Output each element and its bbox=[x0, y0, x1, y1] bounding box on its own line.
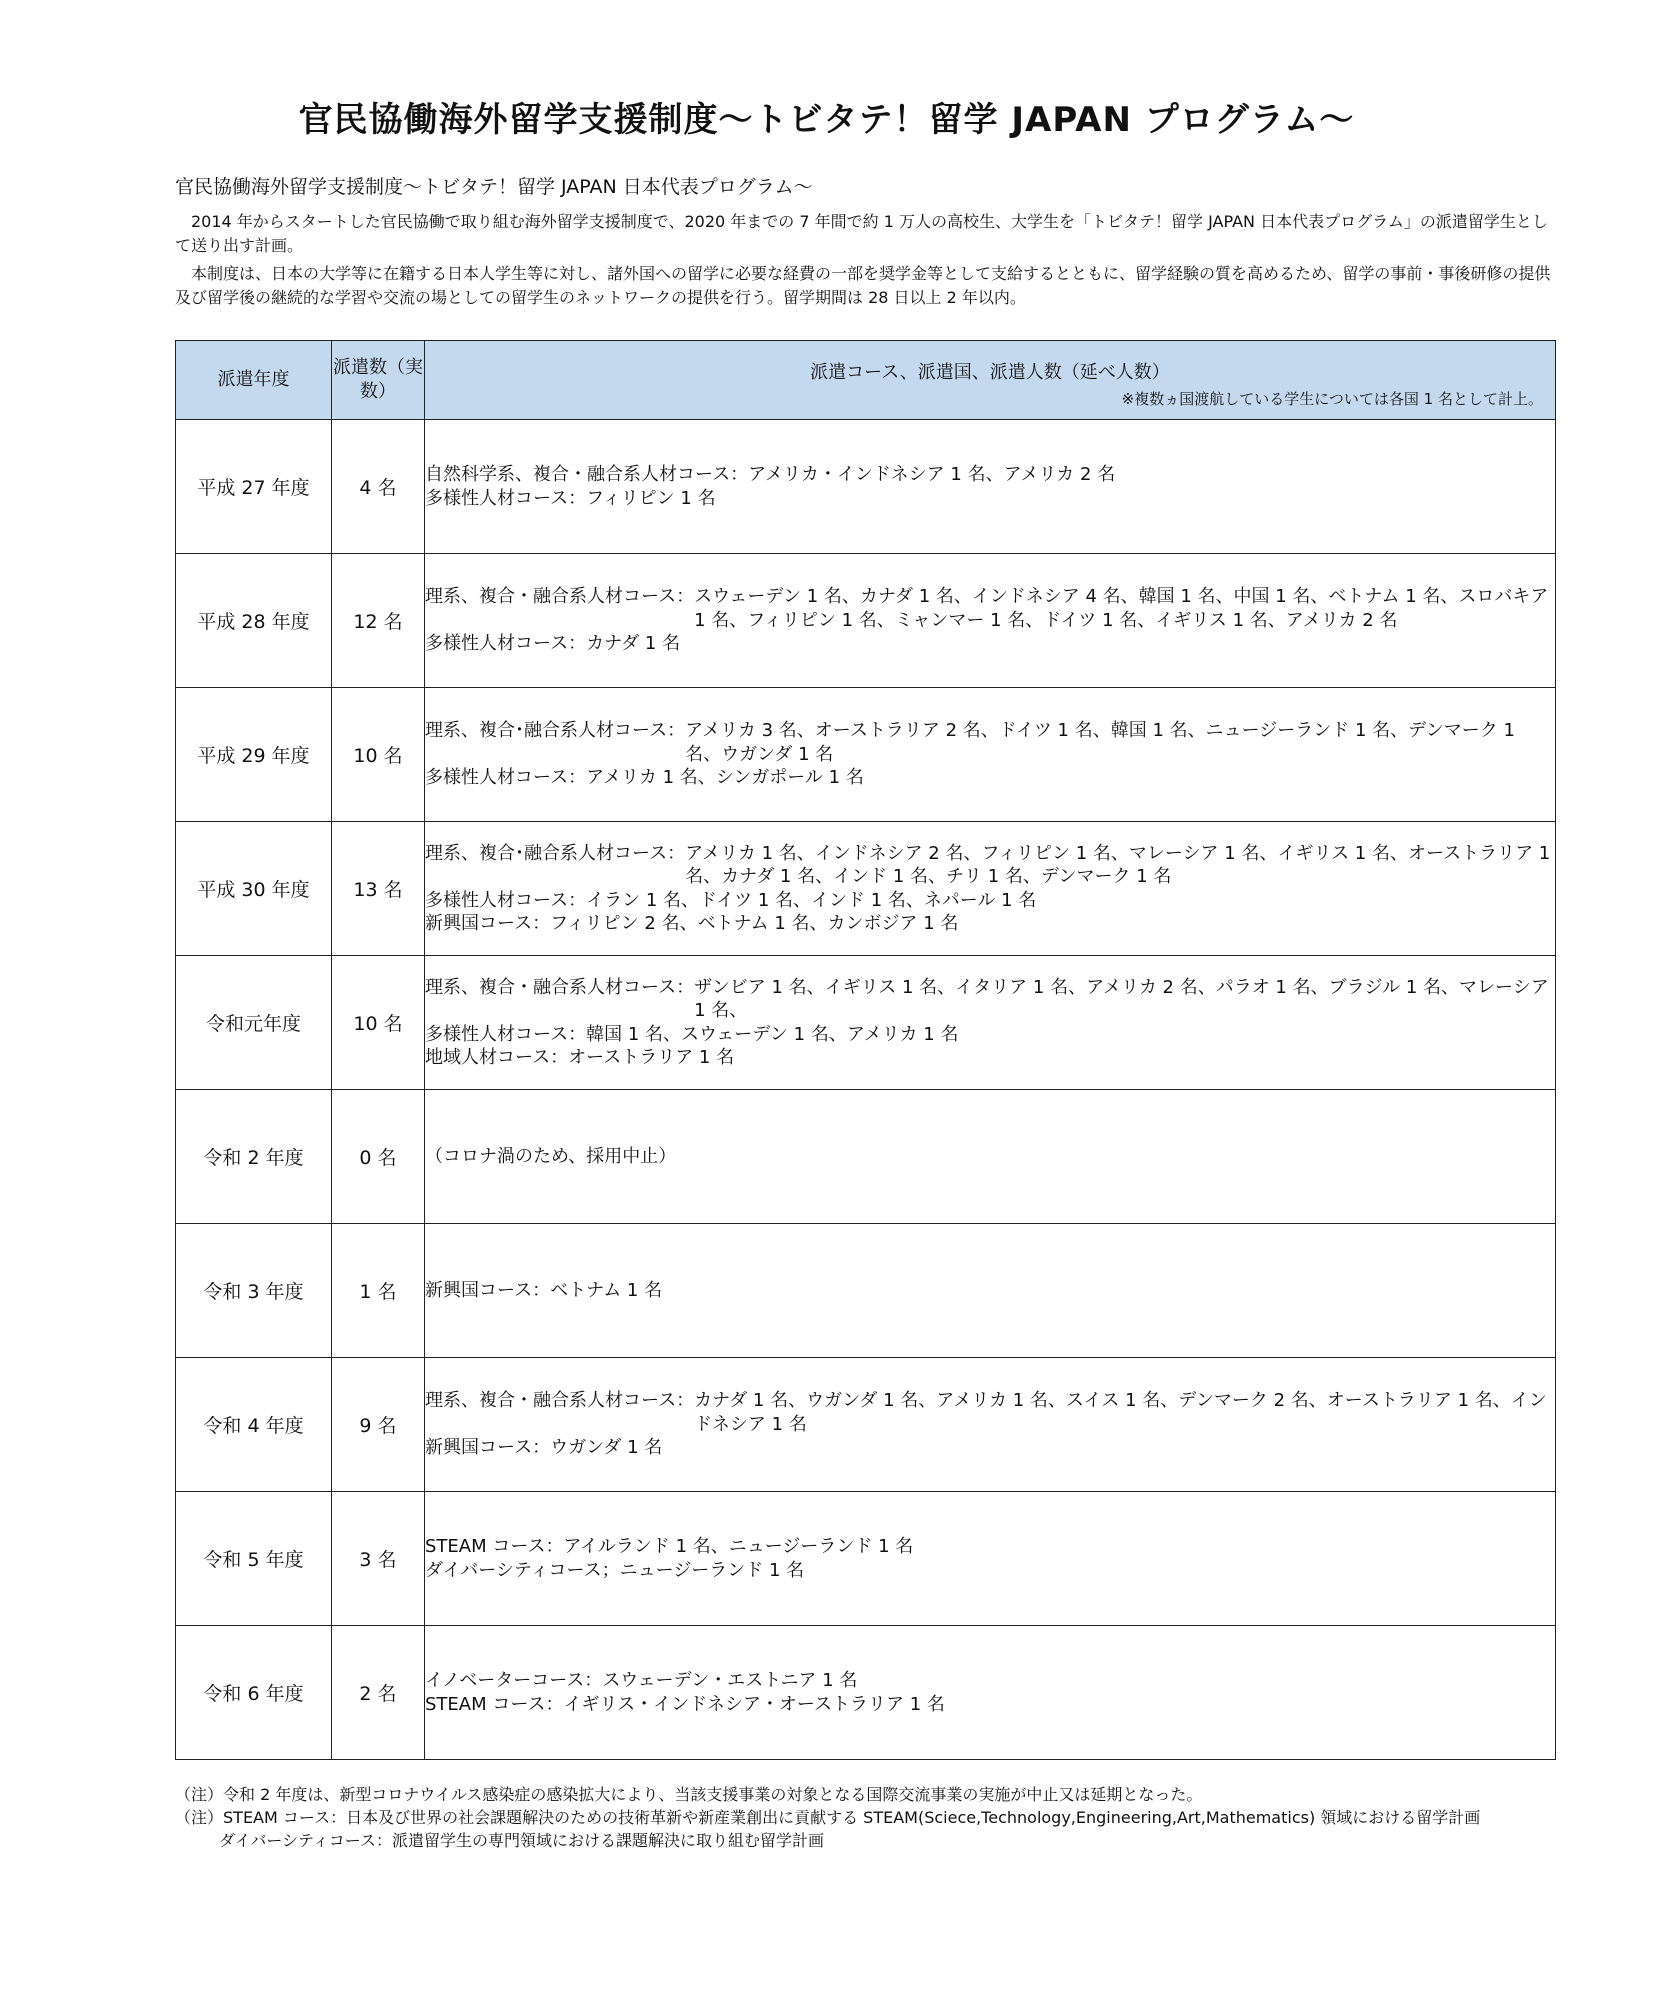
row-count: 0 名 bbox=[332, 1090, 425, 1224]
row-count: 4 名 bbox=[332, 420, 425, 554]
row-count: 10 名 bbox=[332, 688, 425, 822]
row-count: 2 名 bbox=[332, 1626, 425, 1760]
footnote-mark: （注） bbox=[175, 1785, 224, 1804]
course-line bbox=[425, 632, 1555, 656]
footnote-text: 令和 2 年度は、新型コロナウイルス感染症の感染拡大により、当該支援事業の対象となる国際交流事業の実施が中止又は延期となった。 bbox=[223, 1785, 1203, 1804]
row-courses bbox=[425, 1492, 1556, 1626]
header-courses-note: ※複数ヵ国渡航している学生については各国 1 名として計上。 bbox=[1121, 390, 1543, 408]
course-label: 多様性人材コース： bbox=[425, 889, 587, 911]
course-line bbox=[425, 976, 1555, 1023]
course-line bbox=[425, 1559, 1555, 1583]
footnote bbox=[175, 1806, 1555, 1829]
course-label: 理系、複合・融合系人材コース： bbox=[425, 1390, 695, 1412]
course-line bbox=[425, 912, 1555, 936]
course-label: STEAM コース： bbox=[425, 1536, 564, 1557]
row-year: 令和 3 年度 bbox=[176, 1224, 332, 1358]
row-courses bbox=[425, 688, 1556, 822]
row-courses bbox=[425, 1626, 1556, 1760]
course-line bbox=[425, 1145, 1555, 1169]
row-count: 12 名 bbox=[332, 554, 425, 688]
footnote-extra: ダイバーシティコース：派遣留学生の専門領域における課題解決に取り組む留学計画 bbox=[219, 1831, 824, 1850]
header-courses-label: 派遣コース、派遣国、派遣人数（延べ人数） bbox=[810, 362, 1170, 383]
course-line bbox=[425, 1535, 1555, 1559]
page-title: 官民協働海外留学支援制度～トビタテ！留学 JAPAN プログラム～ bbox=[298, 100, 1355, 140]
course-line bbox=[425, 1279, 1555, 1303]
course-countries: アメリカ 1 名、シンガポール 1 名 bbox=[586, 767, 864, 789]
course-countries: アイルランド 1 名、ニュージーランド 1 名 bbox=[563, 1536, 914, 1557]
footnotes bbox=[175, 1783, 1555, 1852]
intro-paragraph: 2014 年からスタートした官民協働で取り組む海外留学支援制度で、2020 年までの 7 年間で約 1 万人の高校生、大学生を「トビタテ！留学 JAPAN 日本代表プログラム」の派遣留学生として送り出す計画。 bbox=[175, 212, 1548, 255]
header-year: 派遣年度 bbox=[176, 341, 332, 420]
course-label: 多様性人材コース： bbox=[425, 767, 587, 789]
intro-text bbox=[175, 210, 1555, 314]
course-countries: 韓国 1 名、スウェーデン 1 名、アメリカ 1 名 bbox=[586, 1023, 959, 1045]
course-countries: フィリピン 1 名 bbox=[586, 487, 716, 509]
course-label: 理系、複合･融合系人材コース： bbox=[425, 720, 686, 742]
row-year: 令和 5 年度 bbox=[176, 1492, 332, 1626]
course-line bbox=[425, 719, 1555, 766]
row-year: 令和元年度 bbox=[176, 956, 332, 1090]
row-count: 10 名 bbox=[332, 956, 425, 1090]
course-label: イノベーターコース： bbox=[425, 1670, 603, 1691]
course-line bbox=[425, 766, 1555, 790]
course-countries: アメリカ 3 名、オーストラリア 2 名、ドイツ 1 名、韓国 1 名、ニュージーランド 1 名、デンマーク 1 名、ウガンダ 1 名 bbox=[685, 720, 1515, 765]
row-courses bbox=[425, 420, 1556, 554]
row-year: 平成 29 年度 bbox=[176, 688, 332, 822]
course-line bbox=[425, 1389, 1555, 1436]
course-line bbox=[425, 1669, 1555, 1693]
table-row bbox=[176, 420, 1556, 554]
course-label: 理系、複合･融合系人材コース： bbox=[425, 842, 686, 864]
row-year: 令和 2 年度 bbox=[176, 1090, 332, 1224]
row-count: 13 名 bbox=[332, 822, 425, 956]
course-label: 新興国コース： bbox=[425, 913, 551, 934]
row-year: 平成 30 年度 bbox=[176, 822, 332, 956]
course-countries: （コロナ渦のため、採用中止） bbox=[425, 1145, 677, 1167]
footnote-text: STEAM コース：日本及び世界の社会課題解決のための技術革新や新産業創出に貢献する STEAM(Sciece,Technology,Engineering,Art,Mathematics) 領域における留学計画 bbox=[223, 1808, 1481, 1827]
course-countries: アメリカ 1 名、インドネシア 2 名、フィリピン 1 名、マレーシア 1 名、イギリス 1 名、オーストラリア 1 名、カナダ 1 名、インド 1 名、チリ 1 名、デンマーク 1 名 bbox=[685, 842, 1551, 887]
course-line bbox=[425, 1046, 1555, 1070]
table-row bbox=[176, 1224, 1556, 1358]
row-courses bbox=[425, 1090, 1556, 1224]
row-year: 平成 27 年度 bbox=[176, 420, 332, 554]
course-countries: フィリピン 2 名、ベトナム 1 名、カンボジア 1 名 bbox=[550, 913, 959, 934]
course-countries: ニュージーランド 1 名 bbox=[619, 1559, 805, 1581]
row-courses bbox=[425, 1358, 1556, 1492]
course-countries: スウェーデン 1 名、カナダ 1 名、インドネシア 4 名、韓国 1 名、中国 1 名、ベトナム 1 名、スロバキア 1 名、フィリピン 1 名、ミャンマー 1 名、ドイツ 1 名、イギリス 1 名、アメリカ 2 名 bbox=[694, 586, 1549, 631]
course-label: ダイバーシティコース； bbox=[425, 1559, 620, 1581]
table-row bbox=[176, 1492, 1556, 1626]
course-countries: スウェーデン・エストニア 1 名 bbox=[602, 1670, 858, 1691]
intro-paragraph: 本制度は、日本の大学等に在籍する日本人学生等に対し、諸外国への留学に必要な経費の一部を奨学金等として支給するとともに、留学経験の質を高めるため、留学の事前・事後研修の提供及び留学後の継続的な学習や交流の場としての留学生のネットワークの提供を行う。留学期間は 28 日以上 2 年以内。 bbox=[175, 264, 1551, 307]
course-line bbox=[425, 487, 1555, 511]
header-count bbox=[332, 341, 425, 420]
course-countries: カナダ 1 名、ウガンダ 1 名、アメリカ 1 名、スイス 1 名、デンマーク 2 名、オーストラリア 1 名、インドネシア 1 名 bbox=[694, 1390, 1547, 1435]
row-courses bbox=[425, 1224, 1556, 1358]
course-countries: オーストラリア 1 名 bbox=[568, 1047, 735, 1068]
row-year: 令和 6 年度 bbox=[176, 1626, 332, 1760]
header-courses bbox=[425, 341, 1556, 420]
row-year: 平成 28 年度 bbox=[176, 554, 332, 688]
course-label: STEAM コース： bbox=[425, 1693, 564, 1715]
course-label: 多様性人材コース： bbox=[425, 1023, 587, 1045]
course-line bbox=[425, 1693, 1555, 1717]
table-row bbox=[176, 1358, 1556, 1492]
header-count-label: 派遣数（実数） bbox=[333, 357, 423, 402]
row-courses bbox=[425, 554, 1556, 688]
course-line bbox=[425, 889, 1555, 913]
course-label: 多様性人材コース： bbox=[425, 633, 587, 655]
course-line bbox=[425, 842, 1555, 889]
table-row bbox=[176, 554, 1556, 688]
course-label: 新興国コース： bbox=[425, 1279, 551, 1301]
course-label: 自然科学系、複合・融合系人材コース： bbox=[425, 464, 749, 485]
course-countries: イギリス・インドネシア・オーストラリア 1 名 bbox=[563, 1693, 945, 1715]
program-subtitle: 官民協働海外留学支援制度～トビタテ！留学 JAPAN 日本代表プログラム～ bbox=[175, 176, 813, 198]
course-label: 理系、複合・融合系人材コース： bbox=[425, 586, 695, 608]
course-countries: ベトナム 1 名 bbox=[550, 1279, 663, 1301]
row-courses bbox=[425, 822, 1556, 956]
course-countries: ザンビア 1 名、イギリス 1 名、イタリア 1 名、アメリカ 2 名、パラオ 1 名、ブラジル 1 名、マレーシア 1 名、 bbox=[694, 976, 1549, 1021]
dispatch-table bbox=[175, 340, 1556, 1760]
course-countries: イラン 1 名、ドイツ 1 名、インド 1 名、ネパール 1 名 bbox=[586, 889, 1037, 911]
course-line bbox=[425, 463, 1555, 487]
course-countries: カナダ 1 名 bbox=[586, 633, 681, 655]
table-row bbox=[176, 1090, 1556, 1224]
row-courses bbox=[425, 956, 1556, 1090]
course-line bbox=[425, 585, 1555, 632]
course-label: 地域人材コース： bbox=[425, 1047, 569, 1068]
course-countries: アメリカ・インドネシア 1 名、アメリカ 2 名 bbox=[748, 464, 1116, 485]
table-row bbox=[176, 688, 1556, 822]
row-count: 3 名 bbox=[332, 1492, 425, 1626]
row-count: 9 名 bbox=[332, 1358, 425, 1492]
table-row bbox=[176, 1626, 1556, 1760]
course-label: 新興国コース： bbox=[425, 1437, 551, 1459]
table-body bbox=[176, 420, 1556, 1760]
course-countries: ウガンダ 1 名 bbox=[550, 1437, 663, 1459]
footnote bbox=[175, 1783, 1555, 1806]
table-row bbox=[176, 822, 1556, 956]
footnote-mark: （注） bbox=[175, 1808, 224, 1827]
row-year: 令和 4 年度 bbox=[176, 1358, 332, 1492]
course-label: 多様性人材コース： bbox=[425, 487, 587, 509]
course-line bbox=[425, 1436, 1555, 1460]
row-count: 1 名 bbox=[332, 1224, 425, 1358]
course-line bbox=[425, 1023, 1555, 1047]
table-row bbox=[176, 956, 1556, 1090]
course-label: 理系、複合・融合系人材コース： bbox=[425, 976, 695, 998]
